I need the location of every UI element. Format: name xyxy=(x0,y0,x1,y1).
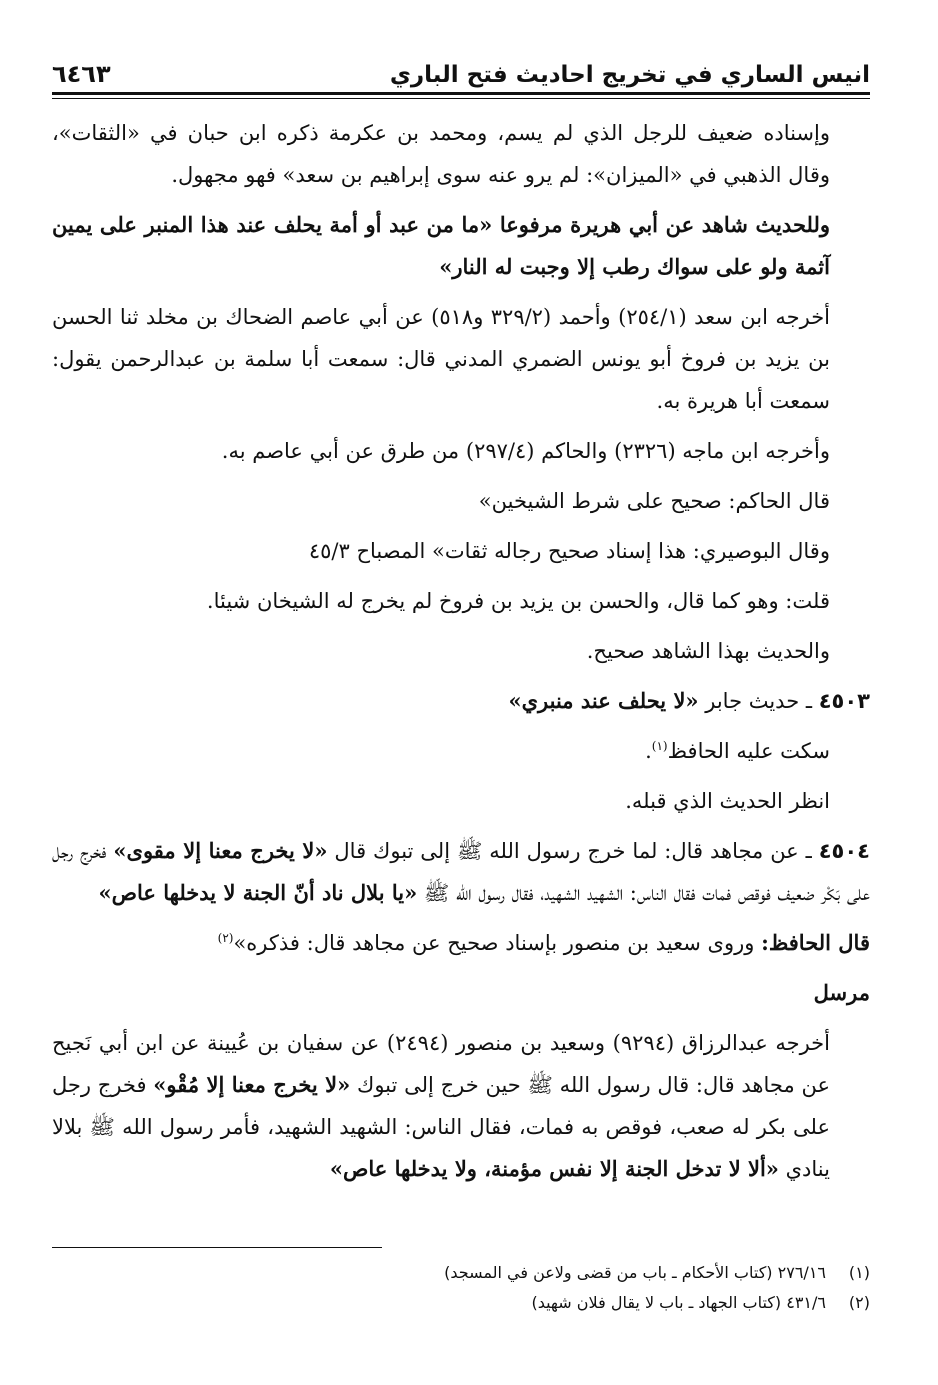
hafiz-statement xyxy=(52,922,870,964)
page-number: ٦٤٦٣ xyxy=(52,60,111,88)
takhrij-text: أخرجه عبدالرزاق (٩٢٩٤) وسعيد بن منصور (٢٤٩٤) عن سفيان بن عُيينة عن ابن أبي نَجيح عن مجاهد قال: قال رسول الله ﷺ حين خرج إلى تبوك xyxy=(52,1031,830,1097)
paragraph-shahid: وللحديث شاهد عن أبي هريرة مرفوعا «ما من عبد أو أمة يحلف عند هذا المنبر على يمين آثمة ولو على سواك رطب إلا وجبت له النار» xyxy=(52,212,830,279)
footnote-mark: (١) xyxy=(848,1263,870,1282)
note-text: سكت عليه الحافظ xyxy=(667,739,830,763)
running-title: انيس الساري في تخريج احاديث فتح الباري xyxy=(389,62,870,88)
hadith-quote: «يا بلال ناد أنّ الجنة لا يدخلها عاص» xyxy=(98,880,418,905)
paragraph-1: وإسناده ضعيف للرجل الذي لم يسم، ومحمد بن عكرمة ذكره ابن حبان في «الثقات»، وقال الذهبي في «الميزان»: لم يرو عنه سوى إبراهيم بن سعد» فهو مجهول. xyxy=(52,121,830,187)
hadith-text: فخرج رجل على بَكْر ضعيف فوقص فمات فقال الناس: الشهيد الشهيد، فقال رسول الله ﷺ xyxy=(52,839,870,905)
paragraph-takhrij: أخرجه ابن سعد (٢٥٤/١) وأحمد (٣٢٩/٢ و٥١٨) عن أبي عاصم الضحاك بن مخلد ثنا الحسن بن يزيد بن فروخ أبو يونس الضمري المدني قال: سمعت أبا سلمة بن عبدالرحمن يقول: سمعت أبا هريرة به. xyxy=(52,305,831,413)
footnotes xyxy=(52,1258,870,1318)
paragraph-busiri: وقال البوصيري: هذا إسناد صحيح رجاله ثقات» المصباح ٤٥/٣ xyxy=(308,539,830,563)
page-header xyxy=(52,48,870,88)
header-rule-thin xyxy=(52,98,870,99)
footnote-2 xyxy=(52,1288,870,1318)
main-text xyxy=(52,112,870,1190)
paragraph-qultu: قلت: وهو كما قال، والحسن بن يزيد بن فروخ لم يخرج له الشيخان شيئا. xyxy=(206,589,830,613)
hadith-number: ٤٥٠٤ xyxy=(818,839,871,863)
hadith-text: «لا يحلف عند منبري» xyxy=(508,688,699,713)
hadith-quote: «ألا لا تدخل الجنة إلا نفس مؤمنة، ولا يدخلها عاص» xyxy=(329,1156,779,1181)
footnote-text: ٢٧٦/١٦ (كتاب الأحكام ـ باب من قضى ولاعن في المسجد) xyxy=(444,1263,826,1282)
hadith-text: عن مجاهد قال: لما خرج رسول الله ﷺ إلى تبوك قال xyxy=(334,839,799,863)
footnote-mark: (٢) xyxy=(848,1293,870,1312)
hafiz-label: قال الحافظ: xyxy=(761,930,870,955)
hadith-4503-see: انظر الحديث الذي قبله. xyxy=(625,789,830,813)
hadith-4504-takhrij xyxy=(52,1022,870,1190)
footnote-rule xyxy=(52,1247,382,1248)
hadith-4503: ٤٥٠٣ ـ حديث جابر «لا يحلف عند منبري» xyxy=(508,688,870,713)
paragraph-hakim: قال الحاكم: صحيح على شرط الشيخين» xyxy=(478,489,830,513)
footnote-1 xyxy=(52,1258,870,1288)
takhrij-text: فخرج رجل على بكر له صعب، فوقص به فمات، فقال الناس: الشهيد الشهيد، فأمر رسول الله ﷺ بلالا ينادي xyxy=(52,1073,830,1181)
footnote-ref[interactable]: (٢) xyxy=(217,931,234,945)
paragraph-conclusion: والحديث بهذا الشاهد صحيح. xyxy=(586,639,830,663)
hadith-4504: ٤٥٠٤ ـ عن مجاهد قال: لما خرج رسول الله ﷺ إلى تبوك قال «لا يخرج معنا إلا مقوى» فخرج رجل على بَكْر ضعيف فوقص فمات فقال الناس: الشهيد الشهيد، فقال رسول الله ﷺ «يا بلال ناد أنّ الجنة لا يدخلها عاص» xyxy=(52,838,871,905)
paragraph-ibn-majah: وأخرجه ابن ماجه (٢٣٢٦) والحاكم (٢٩٧/٤) من طرق عن أبي عاصم به. xyxy=(221,439,830,463)
verdict: مرسل xyxy=(813,980,870,1005)
hadith-intro: حديث جابر xyxy=(705,689,800,713)
footnote-ref[interactable]: (١) xyxy=(651,739,668,753)
book-page xyxy=(52,0,870,1385)
hadith-quote: «لا يخرج معنا إلا مُقْو» xyxy=(153,1072,351,1097)
header-rule-thick xyxy=(52,92,870,95)
hadith-number: ٤٥٠٣ xyxy=(818,689,870,713)
footnote-text: ٤٣١/٦ (كتاب الجهاد ـ باب لا يقال فلان شهيد) xyxy=(531,1293,826,1312)
hadith-quote: «لا يخرج معنا إلا مقوى» xyxy=(113,838,328,863)
hafiz-text: وروى سعيد بن منصور بإسناد صحيح عن مجاهد قال: فذكره» xyxy=(233,931,755,955)
hadith-4503-note: سكت عليه الحافظ$^{(١)}$. xyxy=(645,739,830,763)
